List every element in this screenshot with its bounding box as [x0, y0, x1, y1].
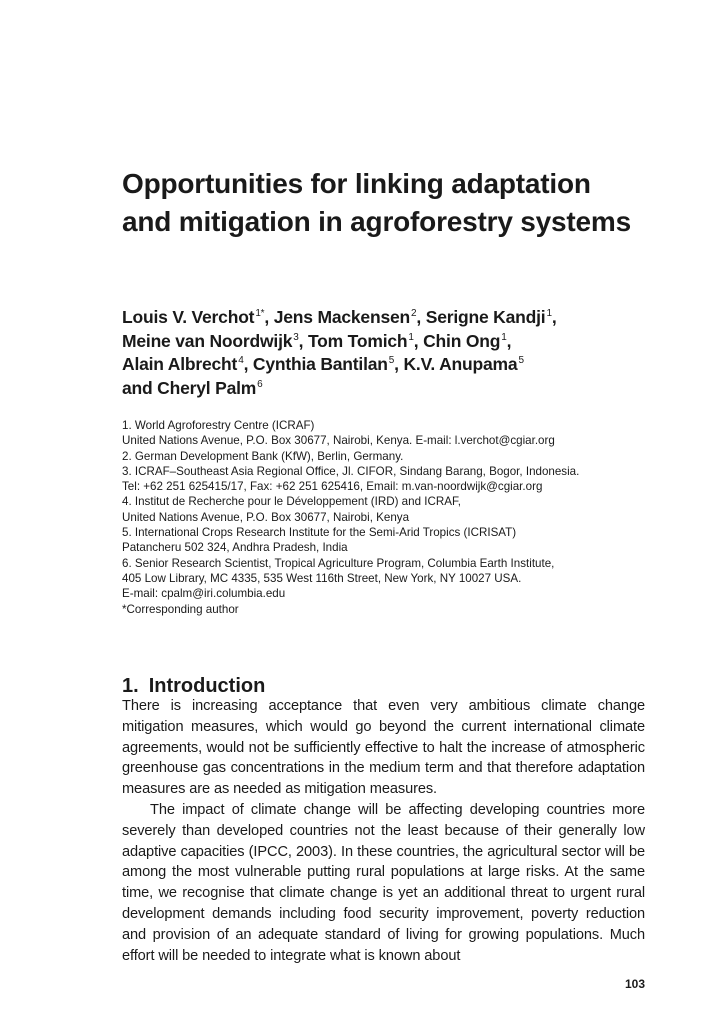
affiliation-line: Tel: +62 251 625415/17, Fax: +62 251 625416, Email: m.van-noordwijk@cgiar.org	[122, 480, 543, 494]
section-title: Introduction	[148, 675, 266, 697]
author: Cynthia Bantilan$^5$,	[252, 354, 404, 374]
body-paragraph: There is increasing acceptance that even very ambitious climate change mitigation measures, which would go beyond the current international climate agreements, would not be sufficiently effective to halt the increase of atmospheric greenhouse gas concentrations in the medium term and that therefore adaptation measures are as needed as mitigation measures.	[122, 698, 645, 798]
author: Tom Tomich$^1$,	[307, 330, 424, 351]
paper-title: Opportunities for linking adaptation and mitigation in agroforestry systems	[122, 168, 631, 237]
author-affiliation-mark: 5	[518, 355, 524, 366]
author-affiliation-mark: 4	[238, 355, 244, 366]
author: Meine van Noordwijk$^3$,	[122, 330, 308, 351]
author: K.V. Anupama$^5$	[403, 354, 524, 374]
author-affiliation-mark: 3	[293, 331, 299, 343]
author: Jens Mackensen$^2$,	[273, 307, 426, 327]
author: Serigne Kandji$^1$,	[425, 307, 557, 327]
author: Chin Ong$^1$,	[423, 330, 512, 351]
section-body	[122, 696, 645, 966]
author: and Cheryl Palm$^6$	[122, 377, 263, 398]
page-number: 103	[624, 977, 645, 991]
author-list	[122, 306, 645, 400]
affiliation-line: 2. German Development Bank (KfW), Berlin, Germany.	[122, 449, 404, 463]
author-affiliation-mark: 5	[388, 355, 395, 366]
paper-page	[122, 0, 645, 1034]
affiliation-line: E-mail: cpalm@iri.columbia.edu	[122, 587, 286, 601]
affiliation-line: 1. World Agroforestry Centre (ICRAF)	[122, 419, 315, 432]
body-paragraph: The impact of climate change will be affecting developing countries more severely than developed countries not the least because of their generally low adaptive capacities (IPCC, 2003). In these countries, the agricultural sector will be among the most vulnerable putting rural populations at large risks. At the same time, we recognise that climate change is yet an additional threat to urgent rural development demands including food security improvement, poverty reduction and provision of an adequate standard of living for growing populations. Much effort will be needed to integrate what is known about	[122, 801, 645, 964]
affiliation-line: United Nations Avenue, P.O. Box 30677, Nairobi, Kenya. E-mail: l.verchot@cgiar.org	[122, 434, 555, 448]
affiliation-list	[122, 418, 645, 617]
author-affiliation-mark: 6	[257, 378, 263, 390]
author-affiliation-mark: 1	[546, 308, 552, 319]
author: Louis V. Verchot$^{1*}$,	[122, 307, 274, 327]
affiliation-line: 6. Senior Research Scientist, Tropical Agriculture Program, Columbia Earth Institute,	[122, 556, 555, 570]
affiliation-line: 5. International Crops Research Institute for the Semi-Arid Tropics (ICRISAT)	[122, 526, 517, 540]
author-affiliation-mark: 1*	[255, 308, 265, 319]
affiliation-line: 4. Institut de Recherche pour le Développement (IRD) and ICRAF,	[122, 495, 461, 509]
author-affiliation-mark: 1	[408, 331, 414, 343]
corresponding-author-note: *Corresponding author	[122, 602, 239, 616]
affiliation-line: United Nations Avenue, P.O. Box 30677, Nairobi, Kenya	[122, 510, 410, 524]
affiliation-line: 405 Low Library, MC 4335, 535 West 116th Street, New York, NY 10027 USA.	[122, 571, 522, 585]
author: Alain Albrecht$^4$,	[122, 354, 253, 374]
affiliation-line: Patancheru 502 324, Andhra Pradesh, India	[122, 541, 348, 555]
author-affiliation-mark: 2	[411, 308, 417, 319]
section-number: 1.	[122, 675, 139, 697]
author-affiliation-mark: 1	[501, 331, 507, 343]
affiliation-line: 3. ICRAF–Southeast Asia Regional Office, Jl. CIFOR, Sindang Barang, Bogor, Indonesia.	[122, 464, 580, 478]
